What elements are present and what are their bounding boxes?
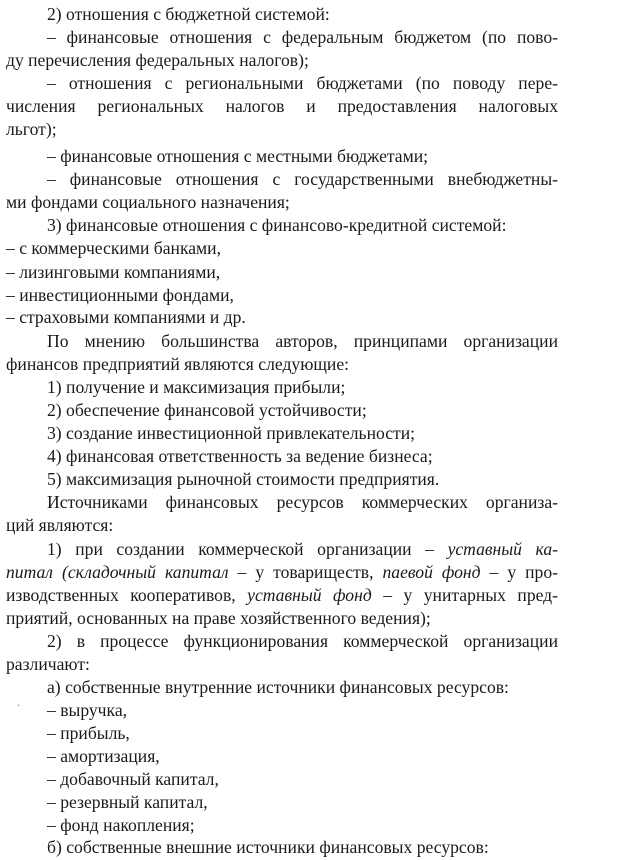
text-line — [47, 676, 558, 699]
text-segment: – добавочный капитал, — [47, 769, 219, 789]
text-line — [6, 306, 558, 329]
text-segment: – выручка, — [47, 700, 128, 720]
text-line — [47, 26, 558, 49]
text-line — [47, 538, 558, 561]
text-line — [6, 584, 558, 607]
text-line — [47, 699, 558, 722]
text-segment: 5) максимизация рыночной стоимости предприятия. — [47, 469, 440, 489]
text-line — [47, 168, 558, 191]
italic-term: уставный ка- — [447, 539, 558, 559]
margin-mark: · — [17, 701, 21, 712]
text-line — [47, 3, 558, 26]
text-segment: – резервный капитал, — [47, 792, 208, 812]
text-segment: приятий, основанных на праве хозяйственного ведения); — [6, 608, 431, 628]
text-segment: 3) создание инвестиционной привлекательности; — [47, 423, 416, 443]
text-segment: б) собственные внешние источники финансовых ресурсов: — [47, 837, 489, 857]
text-segment: числения региональных налогов и предоставления налоговых — [6, 96, 558, 116]
text-line — [47, 745, 558, 768]
text-segment: – у унитарных пред- — [371, 585, 558, 605]
text-segment: – амортизация, — [47, 746, 160, 766]
text-line — [47, 214, 558, 237]
text-line — [47, 376, 558, 399]
text-line — [47, 468, 558, 491]
text-segment: – финансовые отношения с федеральным бюджетом (по пово- — [47, 27, 558, 47]
text-line — [47, 72, 558, 95]
text-line — [47, 330, 558, 353]
text-segment: По мнению большинства авторов, принципами организации — [47, 331, 558, 351]
text-segment: – лизинговыми компаниями, — [6, 262, 221, 282]
text-line — [47, 491, 558, 514]
text-line — [6, 237, 558, 260]
text-segment: а) собственные внутренние источники финансовых ресурсов: — [47, 677, 509, 697]
text-line — [47, 422, 558, 445]
text-segment: 2) в процессе функционирования коммерческой организации — [47, 631, 558, 651]
text-line — [6, 191, 558, 214]
text-segment: – фонд накопления; — [47, 815, 195, 835]
text-line — [47, 836, 558, 859]
text-line — [6, 118, 558, 141]
text-segment: ций являются: — [6, 515, 114, 535]
italic-term: питал (складочный капитал — [6, 562, 229, 582]
text-line — [47, 630, 558, 653]
text-segment: – у товариществ, — [228, 562, 383, 582]
text-segment: – у про- — [480, 562, 558, 582]
text-segment: – финансовые отношения с местными бюджетами; — [47, 146, 429, 166]
text-segment: – отношения с региональными бюджетами (по поводу пере- — [47, 73, 558, 93]
text-line — [6, 284, 558, 307]
text-segment: льгот); — [6, 119, 57, 139]
text-line — [6, 353, 558, 376]
text-line — [6, 607, 558, 630]
text-segment: 1) получение и максимизация прибыли; — [47, 377, 346, 397]
italic-term: паевой фонд — [382, 562, 481, 582]
text-segment: – с коммерческими банками, — [6, 238, 221, 258]
text-segment: изводственных кооперативов, — [6, 585, 248, 605]
text-segment: финансов предприятий являются следующие: — [6, 354, 350, 374]
text-segment: ду перечисления федеральных налогов); — [6, 50, 309, 70]
text-line — [47, 722, 558, 745]
text-segment: ми фондами социального назначения; — [6, 192, 290, 212]
text-line — [47, 768, 558, 791]
text-segment: – финансовые отношения с государственными внебюджетны- — [47, 169, 558, 189]
text-line — [6, 95, 558, 118]
text-line — [47, 145, 558, 168]
text-line — [6, 49, 558, 72]
text-line — [6, 561, 558, 584]
text-line — [6, 514, 558, 537]
text-segment: 2) обеспечение финансовой устойчивости; — [47, 400, 367, 420]
text-segment: 2) отношения с бюджетной системой: — [47, 4, 330, 24]
text-segment: Источниками финансовых ресурсов коммерческих организа- — [47, 492, 558, 512]
text-line — [6, 653, 558, 676]
text-line — [47, 399, 558, 422]
text-segment: – инвестиционными фондами, — [6, 285, 234, 305]
text-segment: 4) финансовая ответственность за ведение бизнеса; — [47, 446, 433, 466]
text-segment: различают: — [6, 654, 90, 674]
text-line — [47, 791, 558, 814]
text-line — [6, 261, 558, 284]
text-segment: 1) при создании коммерческой организации – — [47, 539, 448, 559]
text-segment: – прибыль, — [47, 723, 130, 743]
text-segment: – страховыми компаниями и др. — [6, 307, 246, 327]
text-line — [47, 814, 558, 837]
text-segment: 3) финансовые отношения с финансово-кредитной системой: — [47, 215, 507, 235]
italic-term: уставный фонд — [247, 585, 372, 605]
text-line — [47, 445, 558, 468]
